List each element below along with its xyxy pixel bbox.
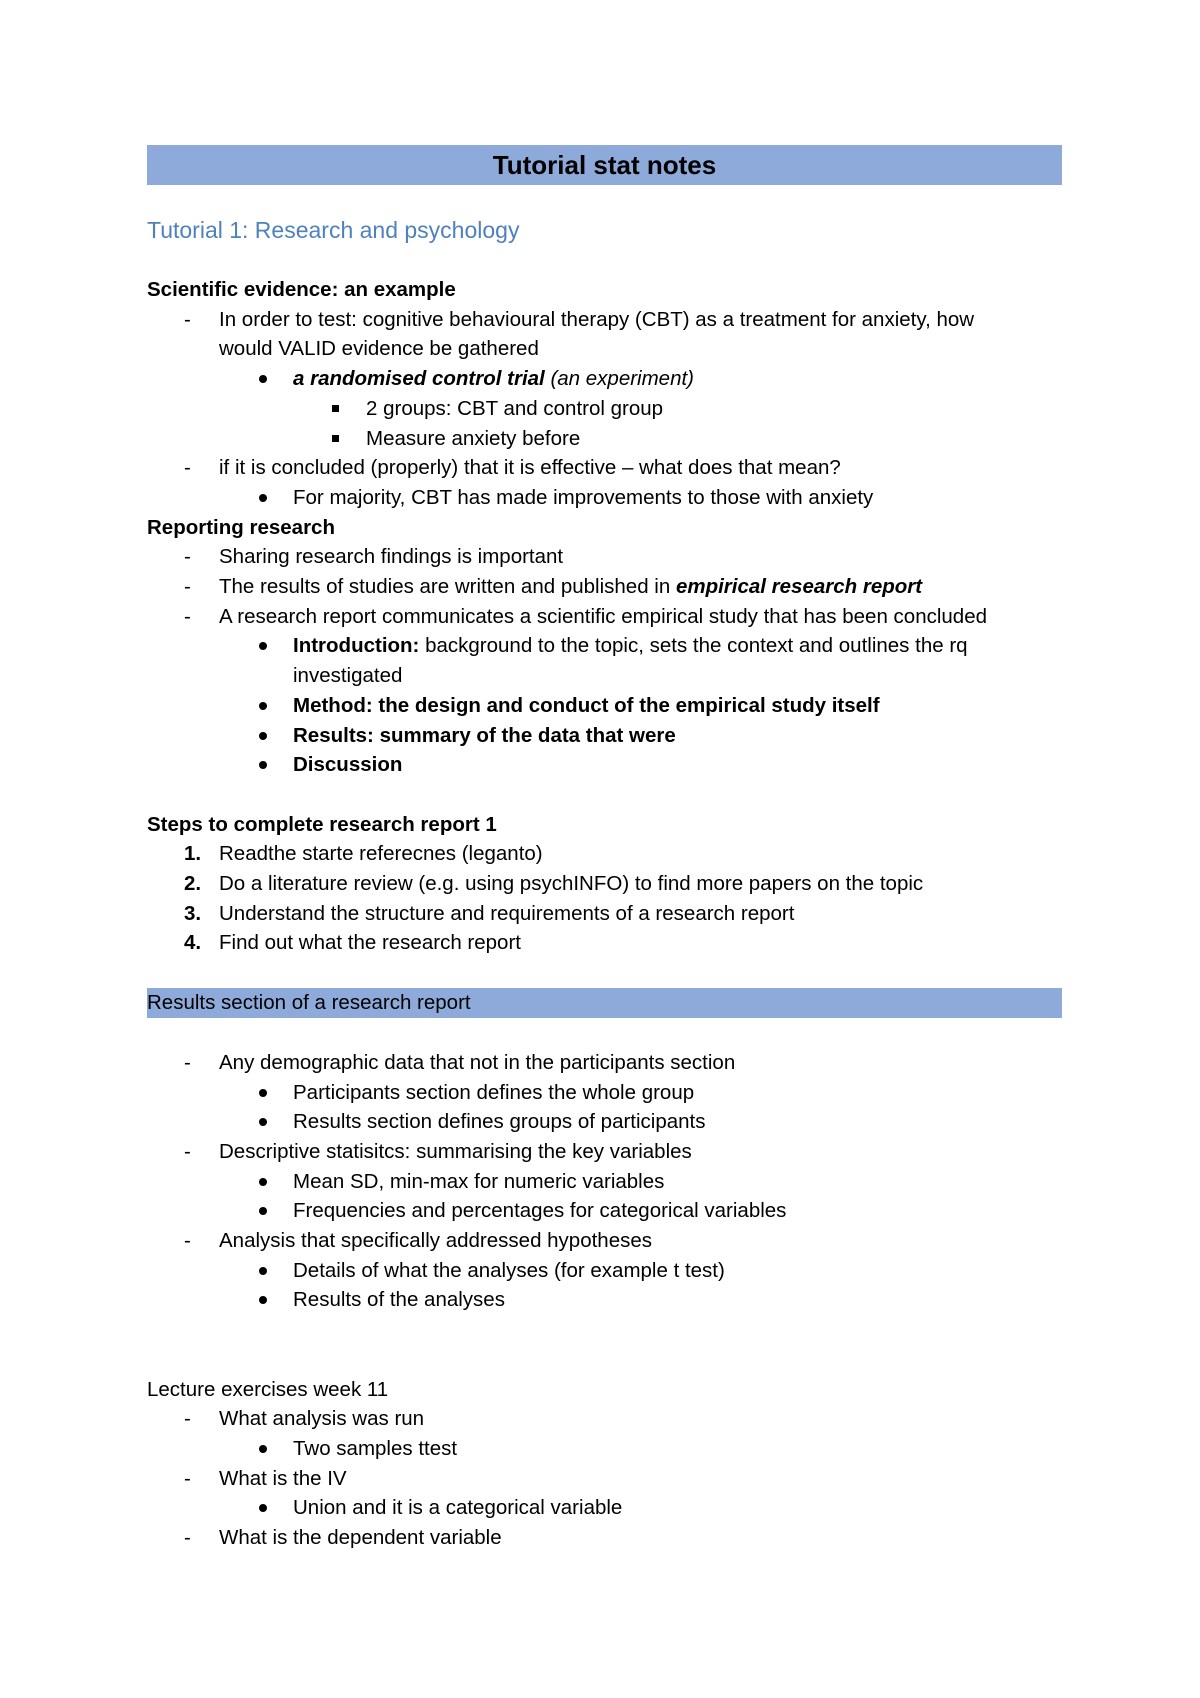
list-item-text: Participants section defines the whole group [293,1080,695,1104]
results-section-heading: Results section of a research report [147,988,1062,1018]
item-number: 3. [184,901,202,925]
title-bar [147,145,1062,185]
dash-marker: - [184,456,191,480]
tutorial-1-heading: Tutorial 1: Research and psychology [147,217,520,243]
square-bullet-icon [332,405,339,412]
list-item-text: What analysis was run [219,1407,425,1431]
spacer [147,1315,1062,1345]
list-item-text-emphasis: a randomised control trial [293,367,545,391]
list-item [147,1404,1062,1434]
dash-marker: - [184,575,191,599]
list-item-text: 2 groups: CBT and control group [366,396,664,420]
list-item-text: Frequencies and percentages for categorical variables [293,1199,787,1223]
dash-marker: - [184,545,191,569]
list-item-continuation [147,334,1062,364]
list-item-text: Descriptive statisitcs: summarising the key variables [219,1139,692,1163]
list-item [147,631,1062,661]
numbered-item [147,928,1062,958]
list-item-text: Method: the design and conduct of the empirical study itself [293,693,880,717]
bullet-icon [259,702,267,710]
list-item-text: A research report communicates a scientific empirical study that has been concluded [219,604,987,628]
bullet-icon [259,732,267,740]
list-item-text: Measure anxiety before [366,426,581,450]
list-item-text: Discussion [293,753,403,777]
dash-marker: - [184,1526,191,1550]
list-item-label: Introduction: [293,634,420,658]
bullet-icon [259,1504,267,1512]
numbered-item [147,899,1062,929]
bullet-icon [259,494,267,502]
list-item-text: Two samples ttest [293,1436,458,1460]
list-item [147,1196,1062,1226]
dash-marker: - [184,604,191,628]
list-item-text: investigated [293,664,403,688]
dash-marker: - [184,1139,191,1163]
numbered-item [147,869,1062,899]
list-item [147,602,1062,632]
bullet-icon [259,1089,267,1097]
list-item [147,1107,1062,1137]
bullet-icon [259,642,267,650]
list-item [147,364,1062,394]
bullet-icon [259,1207,267,1215]
list-item [147,1285,1062,1315]
list-item [147,1434,1062,1464]
list-item-text: In order to test: cognitive behavioural therapy (CBT) as a treatment for anxiety, how [219,307,975,331]
spacer [147,1345,1062,1375]
list-item-text: Union and it is a categorical variable [293,1496,623,1520]
bullet-icon [259,1445,267,1453]
numbered-item [147,839,1062,869]
square-bullet-icon [332,435,339,442]
list-item [147,1167,1062,1197]
bullet-icon [259,1118,267,1126]
list-item-text: Results section defines groups of participants [293,1110,706,1134]
list-item-text: Readthe starte referecnes (leganto) [219,842,543,866]
list-item [147,1493,1062,1523]
results-section-list [147,1048,1062,1315]
lecture-heading: Lecture exercises week 11 [147,1377,389,1401]
list-item-text: Mean SD, min-max for numeric variables [293,1169,665,1193]
bullet-icon [259,1267,267,1275]
list-item [147,1137,1062,1167]
scientific-evidence-section [147,275,1062,958]
spacer [147,780,1062,810]
scientific-evidence-heading: Scientific evidence: an example [147,278,456,301]
list-item-text: What is the IV [219,1466,347,1490]
list-item-text: The results of studies are written and published in [219,575,676,599]
list-item-text-emphasis: empirical research report [675,575,923,599]
list-item [147,721,1062,751]
list-item [147,1256,1062,1286]
list-item [147,424,1062,454]
lecture-section [147,1375,1062,1553]
reporting-research-heading: Reporting research [147,515,335,539]
list-item [147,305,1062,335]
item-number: 4. [184,931,202,955]
dash-marker: - [184,307,191,331]
list-item [147,1226,1062,1256]
list-item [147,453,1062,483]
list-item [147,394,1062,424]
list-item-text: background to the topic, sets the context and outlines the rq [419,634,968,658]
list-item [147,1048,1062,1078]
list-item [147,1078,1062,1108]
document-page [147,145,1062,1553]
list-item-text: Find out what the research report [219,931,521,955]
steps-heading: Steps to complete research report 1 [147,812,497,836]
list-item [147,750,1062,780]
list-item [147,483,1062,513]
dash-marker: - [184,1466,191,1490]
list-item-text: Sharing research findings is important [219,545,564,569]
item-number: 1. [184,842,202,866]
list-item [147,1464,1062,1494]
dash-marker: - [184,1050,191,1074]
bullet-icon [259,1178,267,1186]
bullet-icon [259,375,267,383]
list-item-text: Any demographic data that not in the participants section [219,1050,736,1074]
list-item-text: if it is concluded (properly) that it is effective – what does that mean? [219,456,841,480]
spacer [147,1018,1062,1048]
list-item [147,1523,1062,1553]
item-number: 2. [184,872,202,896]
list-item-text: would VALID evidence be gathered [219,337,539,361]
list-item-text: (an experiment) [544,367,695,391]
document-title: Tutorial stat notes [492,149,717,180]
list-item-continuation [147,661,1062,691]
list-item [147,691,1062,721]
bullet-icon [259,1296,267,1304]
list-item-text: Details of what the analyses (for example t test) [293,1258,725,1282]
list-item-text: Do a literature review (e.g. using psychINFO) to find more papers on the topic [219,872,924,896]
list-item-text: Understand the structure and requirements of a research report [219,901,795,925]
list-item-text: Results of the analyses [293,1288,505,1312]
list-item-text: What is the dependent variable [219,1526,502,1550]
list-item-text: Results: summary of the data that were [293,723,676,747]
dash-marker: - [184,1229,191,1253]
list-item [147,542,1062,572]
bullet-icon [259,761,267,769]
list-item [147,572,1062,602]
dash-marker: - [184,1407,191,1431]
list-item-text: For majority, CBT has made improvements to those with anxiety [293,485,874,509]
list-item-text: Analysis that specifically addressed hypotheses [219,1229,653,1253]
